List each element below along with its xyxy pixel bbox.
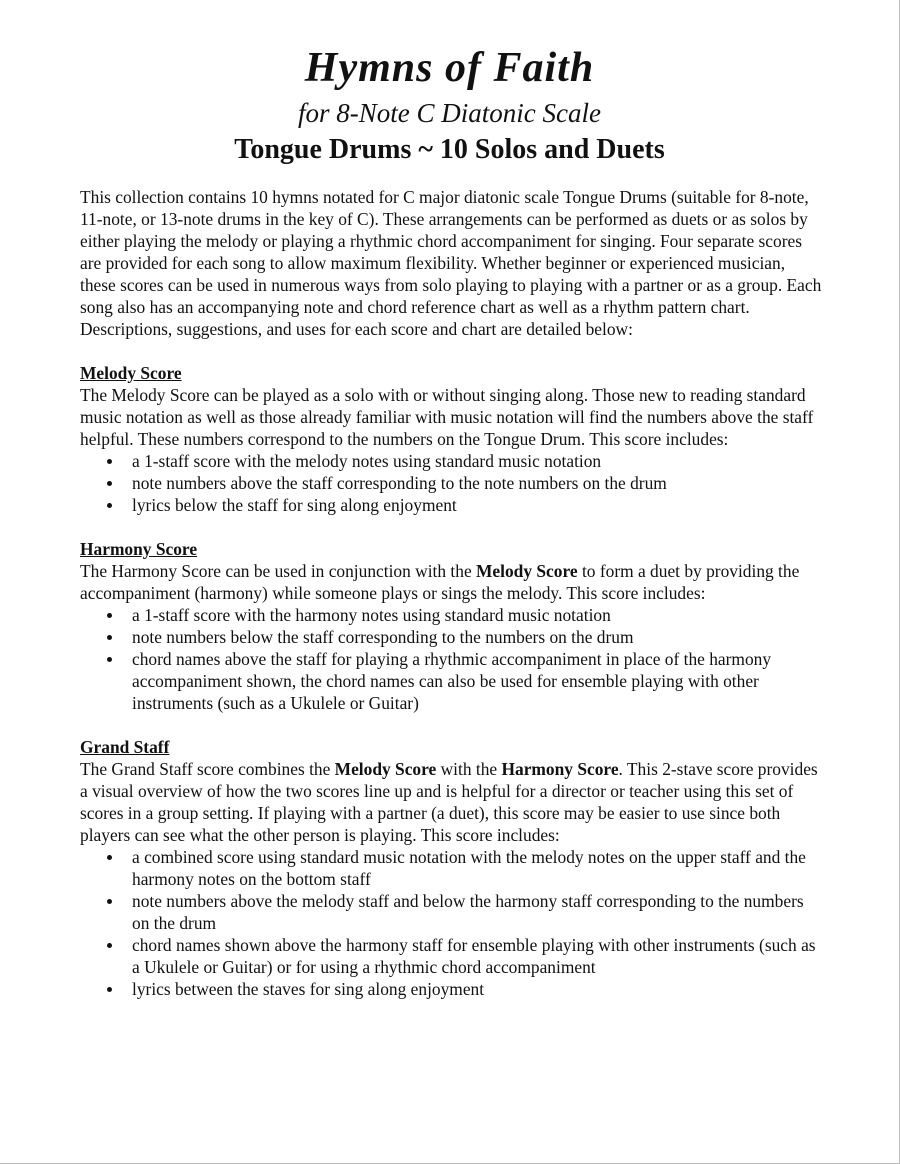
list-item: lyrics between the staves for sing along enjoyment bbox=[132, 978, 825, 1000]
document-subheading: Tongue Drums ~ 10 Solos and Duets bbox=[234, 134, 665, 165]
section-heading: Grand Staff bbox=[80, 737, 170, 757]
section-paragraph bbox=[80, 758, 825, 846]
section-paragraph: The Melody Score can be played as a solo with or without singing along. Those new to reading standard music notation as well as those already familiar with music notation will find the numbers above the staff helpful. These numbers correspond to the numbers on the Tongue Drum. This score includes: bbox=[80, 385, 814, 449]
bold-term: Harmony Score bbox=[501, 759, 619, 779]
list-item: a 1-staff score with the harmony notes using standard music notation bbox=[132, 604, 825, 626]
text-span: . This 2-stave score provides a visual overview of how the two scores line up and is helpful for a director or teacher using this set of scores in a group setting. If playing with a partner (a duet), this score may be easier to use since both players can see what the other person is playing. This score includes: bbox=[80, 759, 818, 845]
list-item: a combined score using standard music notation with the melody notes on the upper staff and the harmony notes on the bottom staff bbox=[132, 846, 825, 890]
harmony-score-section bbox=[80, 538, 825, 714]
list-item: chord names above the staff for playing a rhythmic accompaniment in place of the harmony accompaniment shown, the chord names can also be used for ensemble playing with other instruments (such as a Ukulele or Guitar) bbox=[132, 648, 825, 714]
list-item: a 1-staff score with the melody notes using standard music notation bbox=[132, 450, 825, 472]
bullet-list bbox=[80, 846, 825, 1000]
bold-term: Melody Score bbox=[476, 561, 578, 581]
text-span: The Grand Staff score combines the bbox=[80, 759, 335, 779]
melody-score-section bbox=[80, 362, 825, 516]
section-heading: Melody Score bbox=[80, 363, 182, 383]
bullet-list bbox=[80, 604, 825, 714]
section-paragraph bbox=[80, 560, 825, 604]
text-span: The Harmony Score can be used in conjunction with the bbox=[80, 561, 477, 581]
intro-paragraph: This collection contains 10 hymns notated for C major diatonic scale Tongue Drums (suitable for 8-note, 11-note, or 13-note drums in the key of C). These arrangements can be performed as duets or as solos by either playing the melody or playing a rhythmic chord accompaniment for singing. Four separate scores are provided for each song to allow maximum flexibility. Whether beginner or experienced musician, these scores can be used in numerous ways from solo playing to playing with a partner or as a group. Each song also has an accompanying note and chord reference chart as well as a rhythm pattern chart. Descriptions, suggestions, and uses for each score and chart are detailed below: bbox=[80, 187, 822, 339]
document-header bbox=[0, 0, 899, 168]
list-item: note numbers above the melody staff and below the harmony staff corresponding to the numbers on the drum bbox=[132, 890, 825, 934]
document-subtitle: for 8-Note C Diatonic Scale bbox=[298, 98, 601, 128]
list-item: note numbers above the staff corresponding to the note numbers on the drum bbox=[132, 472, 825, 494]
document-body bbox=[80, 186, 825, 1000]
list-item: note numbers below the staff corresponding to the numbers on the drum bbox=[132, 626, 825, 648]
section-heading: Harmony Score bbox=[80, 539, 198, 559]
text-span: to form a duet by providing the accompaniment (harmony) while someone plays or sings the melody. This score includes: bbox=[80, 561, 800, 603]
bold-term: Melody Score bbox=[334, 759, 437, 779]
list-item: lyrics below the staff for sing along enjoyment bbox=[132, 494, 825, 516]
text-span: with the bbox=[436, 759, 502, 779]
grand-staff-section bbox=[80, 736, 825, 1000]
list-item: chord names shown above the harmony staff for ensemble playing with other instruments (such as a Ukulele or Guitar) or for using a rhythmic chord accompaniment bbox=[132, 934, 825, 978]
document-title: Hymns of Faith bbox=[304, 45, 595, 91]
bullet-list bbox=[80, 450, 825, 516]
